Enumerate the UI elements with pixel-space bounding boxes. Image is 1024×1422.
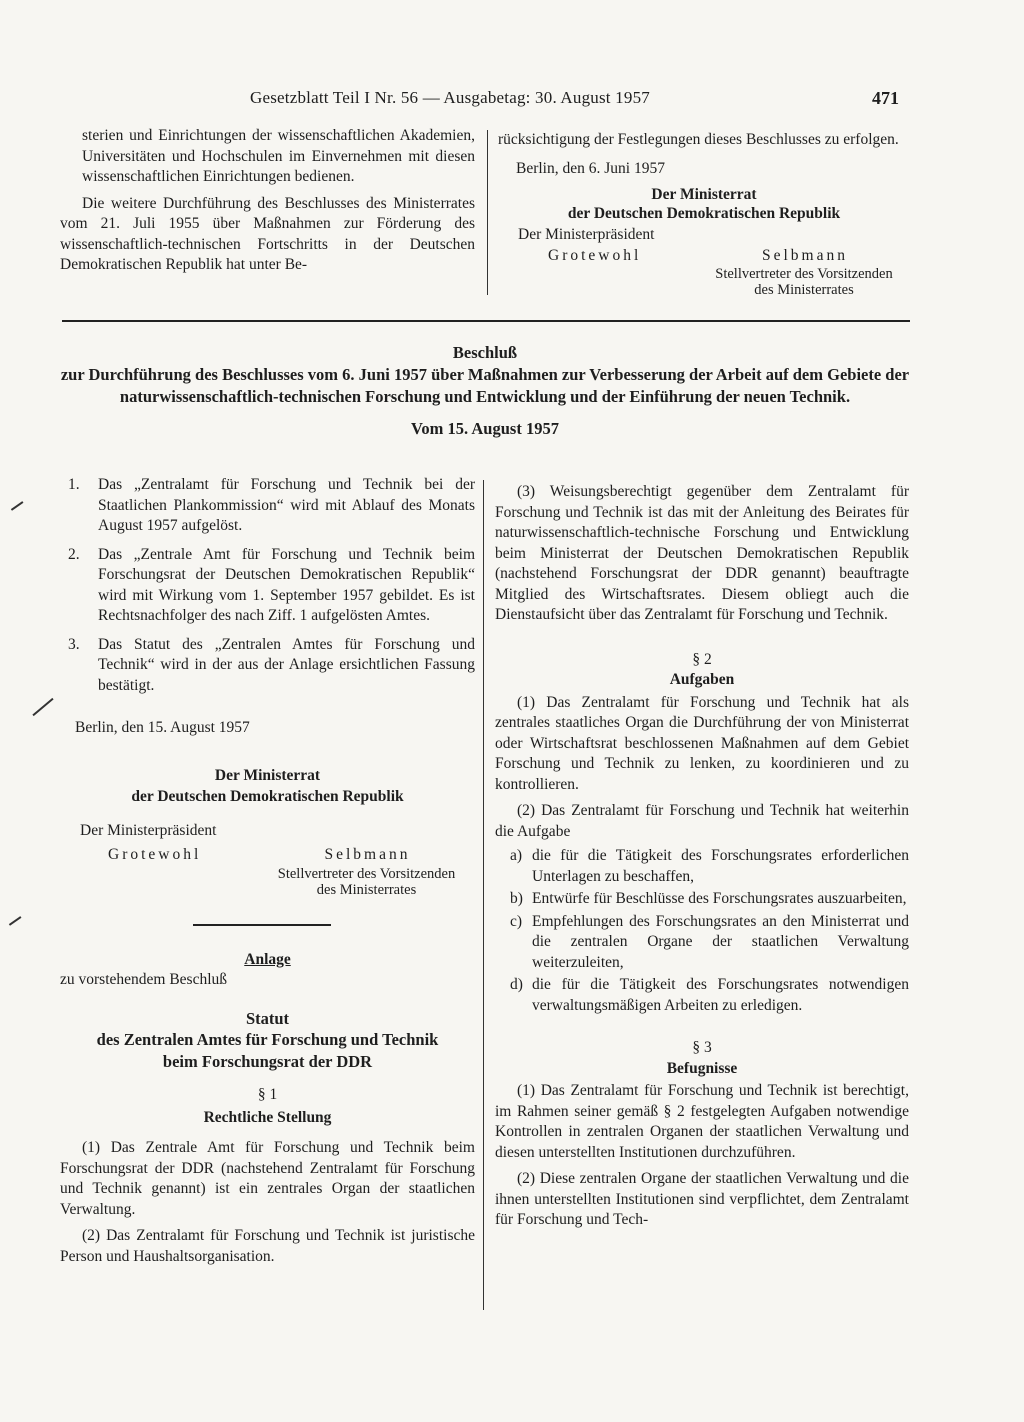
list-item <box>60 475 475 537</box>
deputy-caption-2 <box>258 866 475 898</box>
list-label: a) <box>510 847 523 864</box>
lower-left-column <box>60 475 475 1273</box>
item-number: 2. <box>68 545 80 563</box>
deputy-line-1: Stellvertreter des Vorsitzenden <box>715 266 893 282</box>
signatory-org-line-1: Der Ministerrat <box>651 186 757 203</box>
resolution-items <box>60 475 475 696</box>
item-text: Das „Zentralamt für Forschung und Technik bei der Staatlichen Plankommission“ wird mit Ablauf des Monats August 1957 aufgelöst. <box>98 476 475 534</box>
section-3-number: § 3 <box>692 1039 712 1056</box>
list-label: c) <box>510 912 523 930</box>
signatory-org-line-4: der Deutschen Demokratischen Republik <box>131 787 404 805</box>
list-text: die für die Tätigkeit des Forschungsrates notwendigen verwaltungsmäßigen Arbeiten zu erledigen. <box>532 976 909 1014</box>
section-2-paragraph-1: (1) Das Zentralamt für Forschung und Technik hat als zentrales staatliches Organ die Durchführung der von Ministerrat oder Wirtschaftsrat beschlossenen Maßnahmen auf dem Gebiet Forschung und Technik zu lenken, zu koordinieren und zu kontrollieren. <box>495 693 909 793</box>
annex-label-text: Anlage <box>244 950 291 968</box>
item-text: Das „Zentrale Amt für Forschung und Technik beim Forschungsrat der Deutschen Demokratischen Republik“ wird mit Wirkung vom 1. September 1957 gebildet. Es ist Rechtsnachfolger des nach Ziff. 1 aufgelösten Amtes. <box>98 545 475 624</box>
resolution-heading: Beschluß <box>452 343 518 362</box>
signature-grotewohl-2: Grotewohl <box>108 846 202 863</box>
section-2-list <box>495 846 909 1016</box>
signatory-role-1: Der Ministerpräsident <box>518 226 655 243</box>
statute-subtitle-2: beim Forschungsrat der DDR <box>162 1052 373 1071</box>
signatures-1 <box>498 246 910 267</box>
paragraph-further-implementation: Die weitere Durchführung des Beschlusses des Ministerrates vom 21. Juli 1955 über Maßnahmen zur Förderung des wissenschaftlich-technischen Fortschritts in der Deutschen Demokratischen Republik hat unter Be- <box>60 194 475 273</box>
margin-pen-mark <box>9 916 21 925</box>
list-item <box>510 889 909 910</box>
section-2-title: Aufgaben <box>669 671 735 688</box>
resolution-date: Vom 15. August 1957 <box>411 419 559 438</box>
deputy-line-4: des Ministerrates <box>316 881 417 898</box>
section-3-title: Befugnisse <box>666 1059 738 1077</box>
list-label: d) <box>510 976 523 993</box>
statute-title: Statut <box>245 1008 290 1028</box>
margin-pen-mark <box>32 698 53 716</box>
list-item <box>60 635 475 697</box>
list-item <box>510 975 909 1016</box>
list-item <box>510 912 909 974</box>
running-header: Gesetzblatt Teil I Nr. 56 — Ausgabetag: 30. August 1957 <box>250 88 650 107</box>
signature-selbmann-block-1 <box>700 246 910 267</box>
section-1-paragraph-2: (2) Das Zentralamt für Forschung und Technik ist juristische Person und Haushaltsorganisation. <box>60 1227 475 1265</box>
resolution-heading-block <box>60 342 910 440</box>
place-date-1: Berlin, den 6. Juni 1957 <box>516 159 665 177</box>
place-date-2: Berlin, den 15. August 1957 <box>75 719 250 736</box>
list-item <box>510 846 909 887</box>
signature-separator <box>193 924 331 926</box>
section-2-paragraph-2: (2) Das Zentralamt für Forschung und Technik hat weiterhin die Aufgabe <box>495 802 909 840</box>
list-text: die für die Tätigkeit des Forschungsrates erforderlichen Unterlagen zu beschaffen, <box>532 847 909 885</box>
list-item <box>60 545 475 627</box>
lower-right-column <box>495 482 909 1237</box>
section-3-paragraph-2: (2) Diese zentralen Organe der staatlichen Verwaltung und die ihnen unterstellten Institutionen sind verpflichtet, dem Zentralamt für Forschung und Tech- <box>495 1170 909 1228</box>
page-number: 471 <box>872 88 899 108</box>
signatory-org-line-3: Der Ministerrat <box>214 766 321 784</box>
item-number: 3. <box>68 635 80 653</box>
list-label: b) <box>510 890 523 907</box>
margin-pen-mark <box>11 501 23 510</box>
annex-label <box>60 950 475 971</box>
continued-paragraph-right: rücksichtigung der Festlegungen dieses Beschlusses zu erfolgen. <box>498 131 899 148</box>
list-text: Empfehlungen des Forschungsrates an den Ministerrat und die zentralen Organe der staatlichen Verwaltung weiterzuleiten, <box>532 912 909 971</box>
signatory-role-2: Der Ministerpräsident <box>80 821 217 839</box>
item-number: 1. <box>68 476 80 493</box>
statute-subtitle-1: des Zentralen Amtes für Forschung und Technik <box>96 1030 439 1049</box>
section-1-title: Rechtliche Stellung <box>203 1108 332 1126</box>
signature-selbmann-2: Selbmann <box>324 846 411 863</box>
section-2-number: § 2 <box>692 650 712 668</box>
signatures-2 <box>60 845 475 866</box>
deputy-caption-1 <box>698 266 910 298</box>
lower-column-divider <box>483 480 484 1310</box>
section-1-number: § 1 <box>257 1086 278 1103</box>
resolution-title: zur Durchführung des Beschlusses vom 6. Juni 1957 über Maßnahmen zur Verbesserung der Arbeit auf dem Gebiete der naturwissenschaftlich-technischen Forschung und Entwicklung und der Einführung der neuen Technik. <box>60 365 910 406</box>
signature-selbmann-block-2 <box>260 845 475 866</box>
annex-sub: zu vorstehendem Beschluß <box>60 971 228 988</box>
deputy-line-3: Stellvertreter des Vorsitzenden <box>277 865 456 882</box>
deputy-line-2: des Ministerrates <box>754 282 854 298</box>
signature-selbmann-1: Selbmann <box>762 246 848 264</box>
item-text: Das Statut des „Zentralen Amtes für Forschung und Technik“ wird in der aus der Anlage ersichtlichen Fassung bestätigt. <box>98 635 475 694</box>
section-separator <box>62 320 910 322</box>
signature-grotewohl-1: Grotewohl <box>548 246 642 264</box>
top-left-column <box>60 126 475 282</box>
section-1-paragraph-1: (1) Das Zentrale Amt für Forschung und Technik beim Forschungsrat der DDR (nachstehend Zentralamt für Forschung und Technik genannt) ist ein zentrales Organ der staatlichen Verwaltung. <box>60 1139 475 1218</box>
section-3-paragraph-1: (1) Das Zentralamt für Forschung und Technik ist berechtigt, im Rahmen seiner gemäß § 2 festgelegten Aufgaben notwendige Kontrollen in zentralen Organen der staatlichen Verwaltung und diesen unterstellten Institutionen durchzuführen. <box>495 1082 909 1161</box>
section-1-paragraph-3: (3) Weisungsberechtigt gegenüber dem Zentralamt für Forschung und Technik ist das mit der Anleitung des Beirates für naturwissenschaftlich-technische Forschung und Entwicklung beim Ministerrat der Deutschen Demokratischen Republik (nachstehend Forschungsrat der DDR genannt) beauftragte Mitglied des Wirtschaftsrates. Diesem obliegt auch die Dienstaufsicht über das Zentralamt für Forschung und Technik. <box>495 483 909 623</box>
top-column-divider <box>487 130 488 295</box>
list-text: Entwürfe für Beschlüsse des Forschungsrates auszuarbeiten, <box>532 890 907 907</box>
signatory-org-line-2: der Deutschen Demokratischen Republik <box>567 205 841 222</box>
top-right-column <box>498 130 910 298</box>
continued-paragraph: sterien und Einrichtungen der wissenschaftlichen Akademien, Universitäten und Hochschulen im Einvernehmen mit diesen wissenschaftlichen Einrichtungen bedienen. <box>82 127 475 185</box>
